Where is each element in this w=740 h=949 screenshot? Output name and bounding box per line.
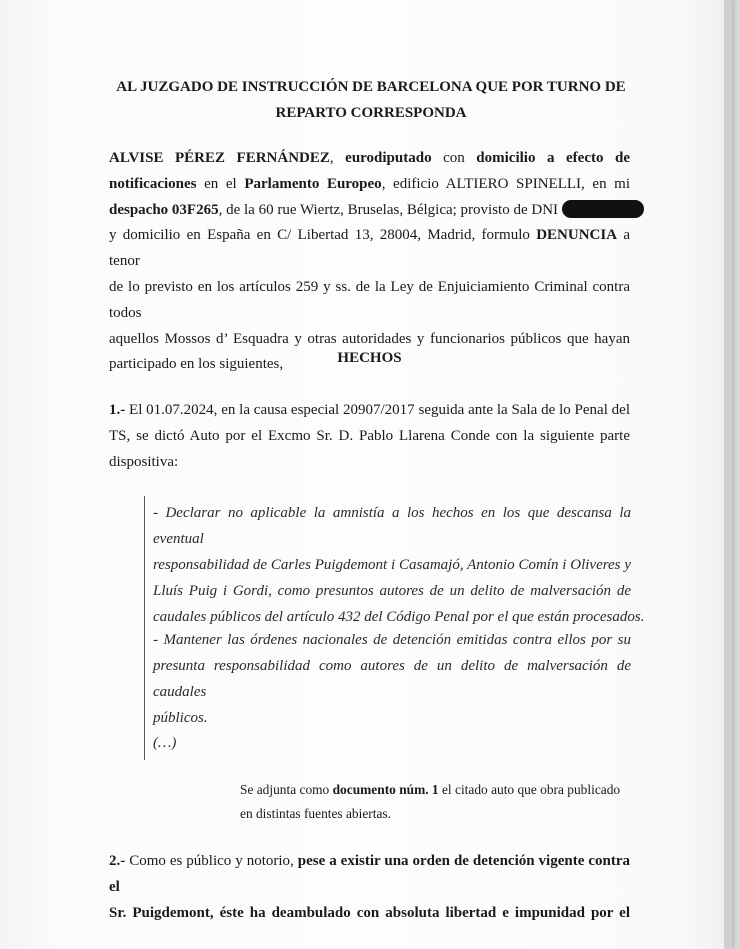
complainant-name: ALVISE PÉREZ FERNÁNDEZ [109,150,330,166]
fact-1-number: 1.- [109,402,126,418]
intro-paragraph [109,146,630,378]
title-line-2: REPARTO CORRESPONDA [275,105,467,121]
intro-line-1: ALVISE PÉREZ FERNÁNDEZ, eurodiputado con domicilio a efecto de [109,150,630,166]
fact-1-line-2: TS, se dictó Auto por el Excmo Sr. D. Pablo Llarena Conde con la siguiente parte [109,427,630,444]
quote-ellipsis: (…) [153,735,177,751]
complaint-keyword: DENUNCIA [536,227,618,244]
title-line-1: AL JUZGADO DE INSTRUCCIÓN DE BARCELONA QUE POR TURNO DE [116,79,626,95]
fact-2-number: 2.- [109,853,126,869]
quote-paragraph-1 [153,500,645,630]
fact-1-paragraph [109,398,630,475]
note-line-2: en distintas fuentes abiertas. [240,806,391,821]
fact-1-line-3: dispositiva: [109,453,179,470]
fact-2-line-1: 2.- Como es público y notorio, pese a existir una orden de detención vigente contra el [109,853,630,895]
quote-1-line-3: Lluís Puig i Gordi, como presuntos autores de un delito de malversación de [153,583,631,599]
intro-line-6: aquellos Mossos d’ Esquadra y otras autoridades y funcionarios públicos que hayan [109,330,630,347]
intro-line-3: despacho 03F265, de la 60 rue Wiertz, Bruselas, Bélgica; provisto de DNI [109,198,630,224]
quote-bar [144,496,145,760]
fact-1-line-1: 1.- El 01.07.2024, en la causa especial 20907/2017 seguida ante la Sala de lo Penal del [109,402,630,418]
facts-heading: HECHOS [337,350,402,366]
quote-2-line-1: - Mantener las órdenes nacionales de detención emitidas contra ellos por su [153,632,631,648]
complainant-role: eurodiputado [345,150,432,166]
quote-1-line-4: caudales públicos del artículo 432 del Código Penal por el que están procesados. [153,609,645,625]
intro-line-5: de lo previsto en los artículos 259 y ss. de la Ley de Enjuiciamiento Criminal contra todos [109,278,630,321]
fact-2-paragraph [109,849,630,926]
intro-line-2: notificaciones en el Parlamento Europeo, edificio ALTIERO SPINELLI, en mi [109,175,631,192]
quote-1-line-2: responsabilidad de Carles Puigdemont i Casamajó, Antonio Comín i Oliveres y [153,557,631,573]
intro-line-7: participado en los siguientes, [109,356,284,373]
page-edge [724,0,732,949]
document-reference: documento núm. 1 [332,782,439,797]
attachment-note [240,778,632,826]
quote-2-line-2: presunta responsabilidad como autores de un delito de malversación de caudales [153,658,631,700]
note-line-1: Se adjunta como documento núm. 1 el citado auto que obra publicado [240,782,621,797]
intro-line-4: y domicilio en España en C/ Libertad 13, 28004, Madrid, formulo DENUNCIA a tenor [109,227,630,270]
document-title [100,74,642,126]
quote-1-line-1: - Declarar no aplicable la amnistía a los hechos en los que descansa la eventual [153,505,631,547]
fact-2-line-2: Sr. Puigdemont, éste ha deambulado con absoluta libertad e impunidad por el [109,904,630,921]
quote-2-line-3: públicos. [153,710,208,726]
office-number: despacho 03F265 [109,201,219,218]
quote-paragraph-2 [153,627,631,731]
redaction-mark [562,200,644,218]
